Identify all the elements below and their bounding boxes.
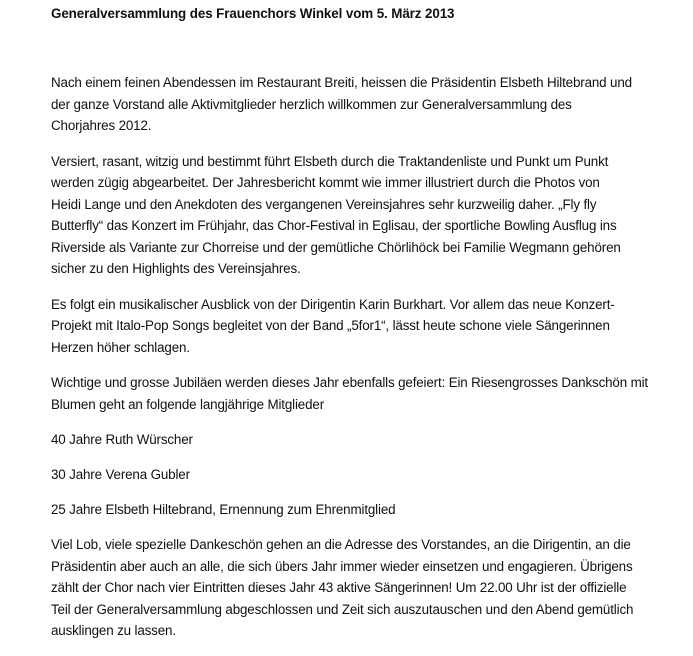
document-body	[51, 72, 673, 656]
text-line: Riverside als Variante zur Chorreise und der gemütliche Chörlihöck bei Familie Wegmann gehören	[51, 239, 621, 255]
paragraph-closing	[51, 534, 673, 642]
text-line: Präsidentin aber auch an alle, die sich übers Jahr immer wieder einsetzen und engagieren. Übrigens	[51, 558, 633, 574]
text-line: Wichtige und grosse Jubiläen werden dieses Jahr ebenfalls gefeiert: Ein Riesengrosses Dankschön mit	[51, 375, 648, 390]
text-line: ausklingen zu lassen.	[51, 623, 176, 638]
text-line: 25 Jahre Elsbeth Hiltebrand, Ernennung zum Ehrenmitglied	[51, 502, 396, 517]
text-line: Nach einem feinen Abendessen im Restaurant Breiti, heissen die Präsidentin Elsbeth Hiltebrand und	[51, 75, 632, 90]
text-line: Viel Lob, viele spezielle Dankeschön gehen an die Adresse des Vorstandes, an die Dirigentin, an die	[51, 537, 631, 552]
text-line: zählt der Chor nach vier Eintritten dieses Jahr 43 aktive Sängerinnen! Um 22.00 Uhr ist der offizielle	[51, 580, 627, 595]
text-line: 40 Jahre Ruth Würscher	[51, 432, 193, 447]
document-title: Generalversammlung des Frauenchors Winkel vom 5. März 2013	[51, 6, 455, 21]
jubilee-item-40	[51, 429, 673, 451]
text-line: 30 Jahre Verena Gubler	[51, 467, 190, 482]
text-line: Teil der Generalversammlung abgeschlossen und Zeit sich auszutauschen und den Abend gemütlich	[51, 601, 634, 617]
text-line: Versiert, rasant, witzig und bestimmt führt Elsbeth durch die Traktandenliste und Punkt um Punkt	[51, 153, 609, 169]
jubilee-item-25	[51, 499, 673, 521]
text-line: Herzen höher schlagen.	[51, 339, 190, 355]
text-line: sicher zu den Highlights des Vereinsjahres.	[51, 261, 301, 276]
text-line: werden zügig abgearbeitet. Der Jahresbericht kommt wie immer illustriert durch die Photos von	[51, 175, 600, 190]
text-line: Es folgt ein musikalischer Ausblick von der Dirigentin Karin Burkhart. Vor allem das neue Konzert-	[51, 296, 615, 312]
paragraph-outlook	[51, 294, 673, 359]
text-line: der ganze Vorstand alle Aktivmitglieder herzlich willkommen zur Generalversammlung des	[51, 96, 572, 112]
text-line: Projekt mit Italo-Pop Songs begleitet von der Band „5for1“, lässt heute schone viele Sängerinnen	[51, 318, 610, 333]
text-line: Blumen geht an folgende langjährige Mitglieder	[51, 396, 325, 412]
text-line: Butterfly“ das Konzert im Frühjahr, das Chor-Festival in Eglisau, der sportliche Bowling Ausflug ins	[51, 218, 617, 233]
paragraph-annual-report	[51, 151, 673, 280]
jubilee-item-30	[51, 464, 673, 486]
text-line: Heidi Lange und den Anekdoten des vergangenen Vereinsjahres sehr kurzweilig daher. „Fly fly	[51, 196, 597, 212]
paragraph-welcome	[51, 72, 673, 137]
text-line: Chorjahres 2012.	[51, 118, 152, 133]
paragraph-jubilees	[51, 372, 673, 415]
